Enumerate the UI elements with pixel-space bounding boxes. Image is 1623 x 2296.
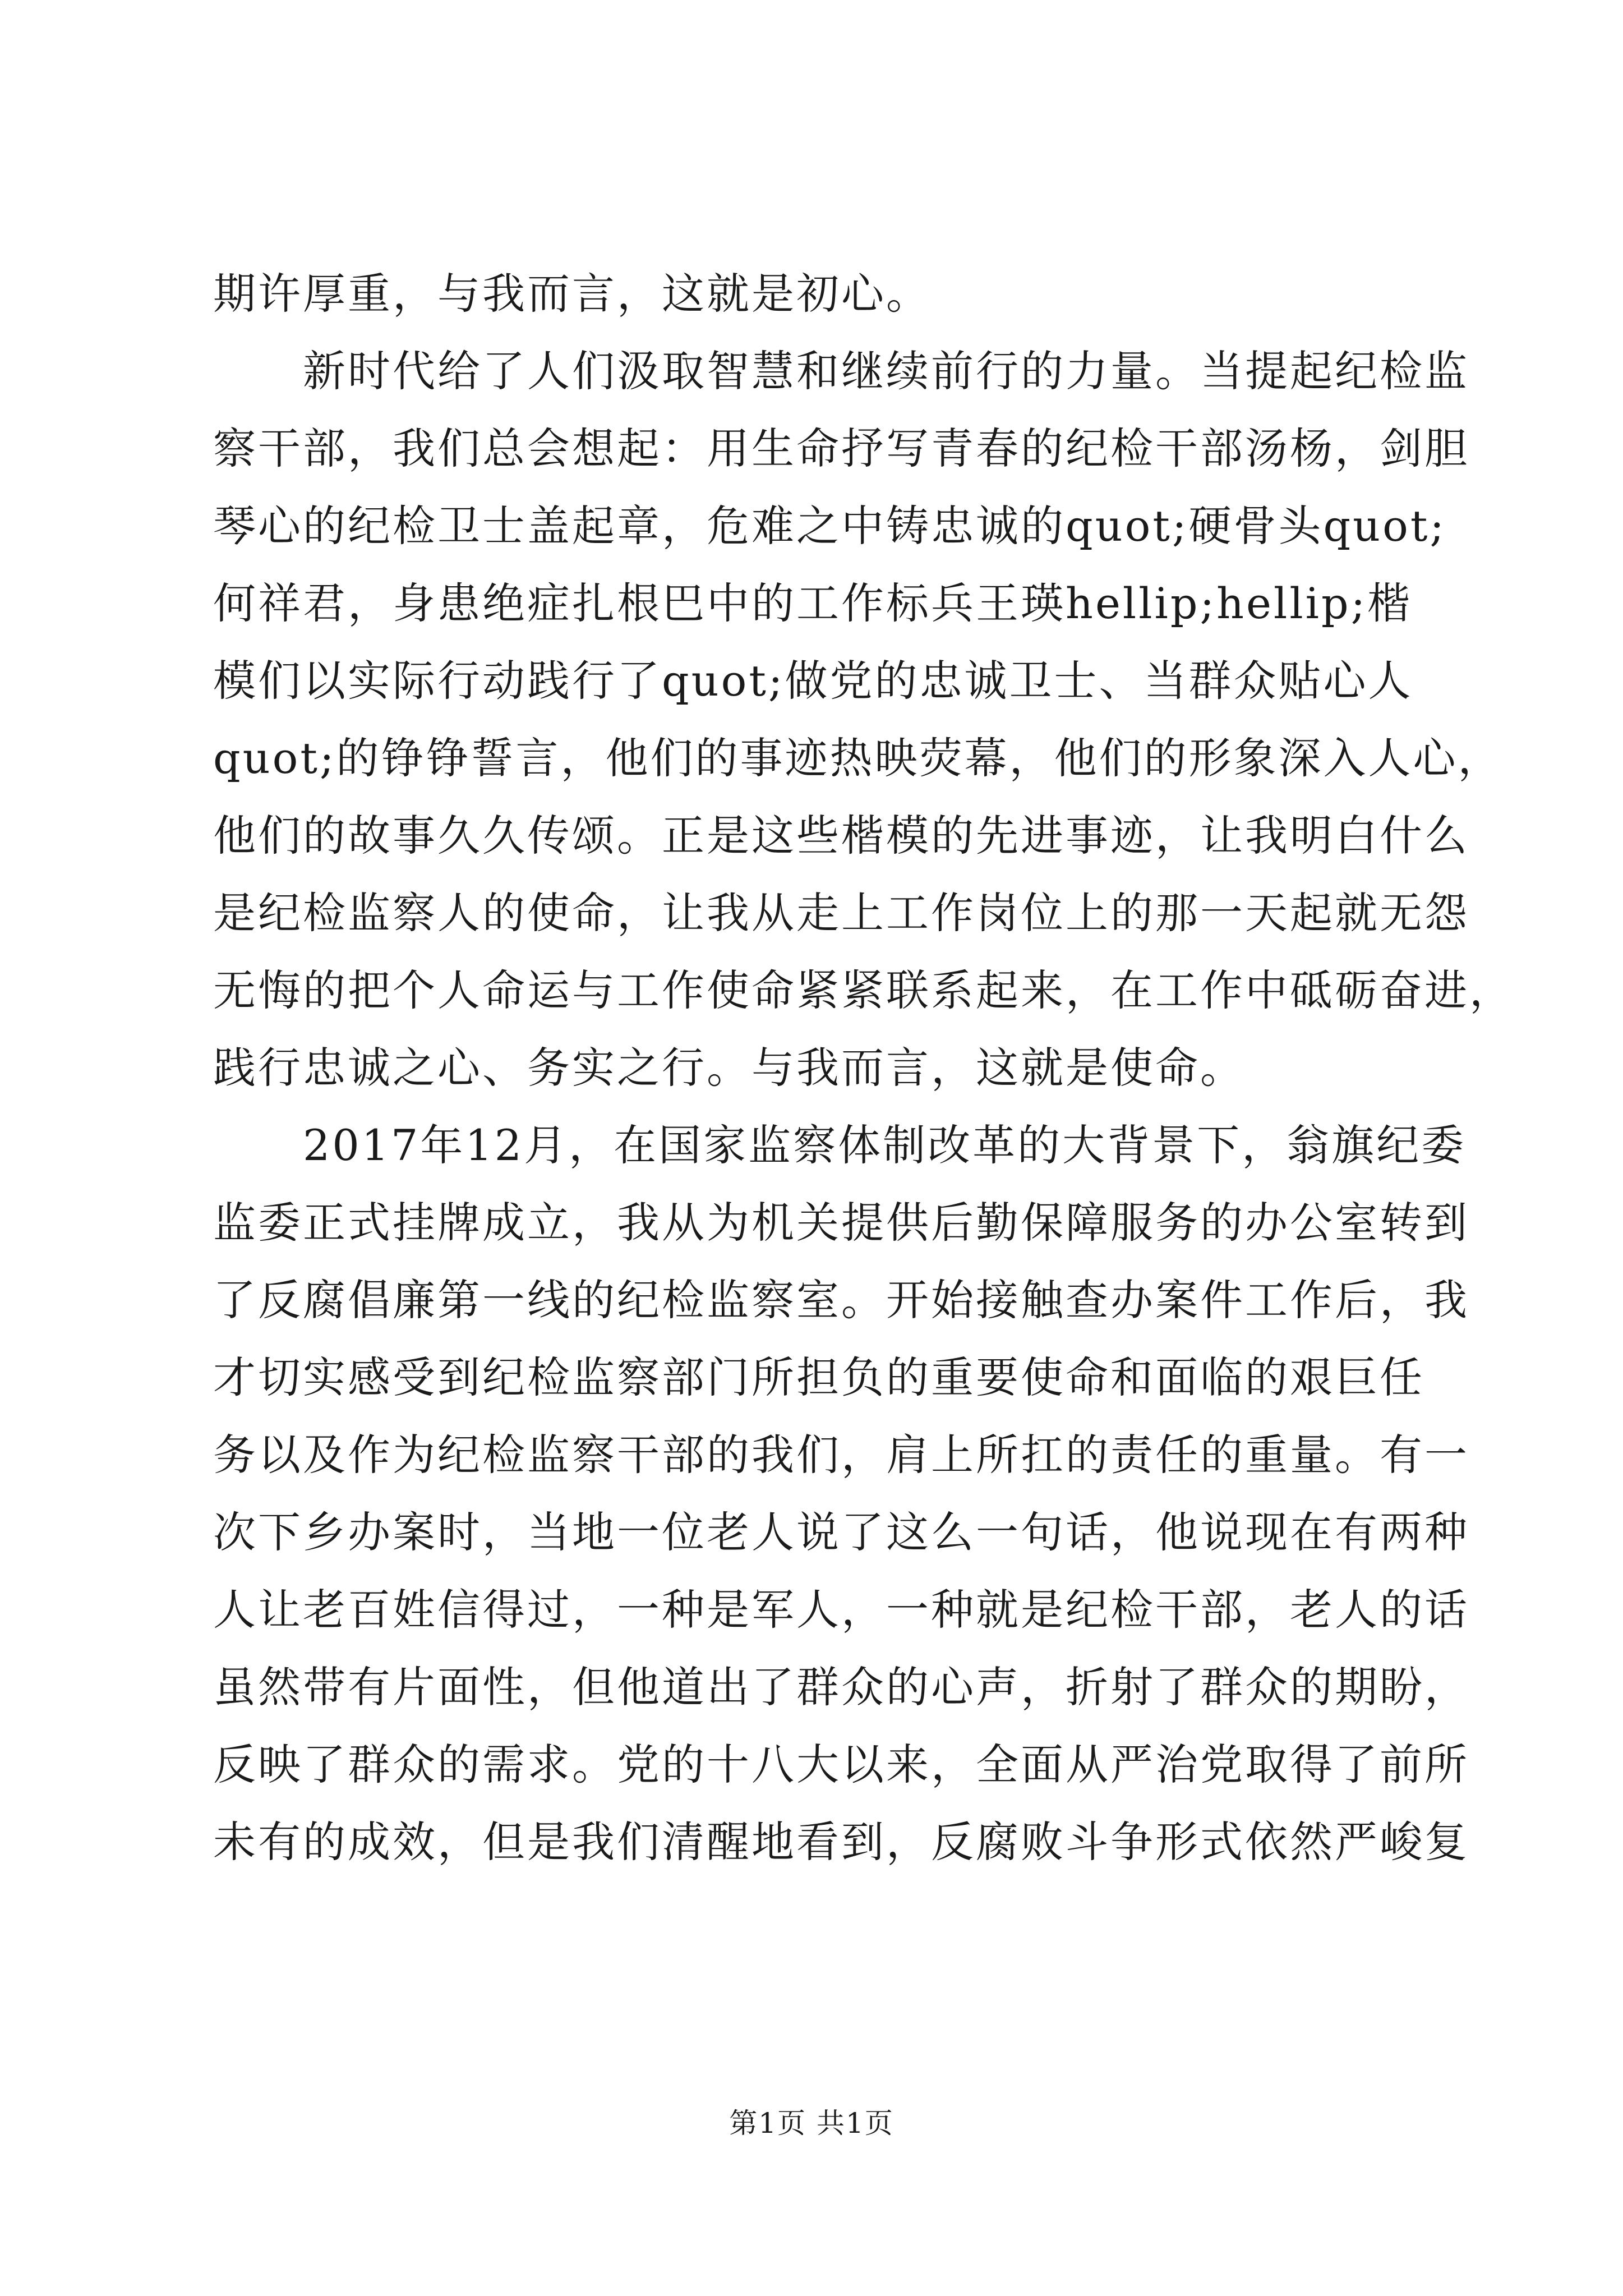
text-line: 琴心的纪检卫士盖起章，危难之中铸忠诚的quot;硬骨头quot; xyxy=(213,501,1446,551)
text-line: 无悔的把个人命运与工作使命紧紧联系起来，在工作中砥砺奋进， xyxy=(213,965,1514,1015)
text-line: 察干部，我们总会想起：用生命抒写青春的纪检干部汤杨，剑胆 xyxy=(213,424,1469,473)
text-line: 虽然带有片面性，但他道出了群众的心声，折射了群众的期盼， xyxy=(213,1662,1469,1712)
page-number-footer: 第1页 共1页 xyxy=(729,2107,894,2139)
text-line: 监委正式挂牌成立，我从为机关提供后勤保障服务的办公室转到 xyxy=(213,1198,1469,1248)
text-line: 未有的成效，但是我们清醒地看到，反腐败斗争形式依然严峻复 xyxy=(213,1817,1469,1867)
text-line: 践行忠诚之心、务实之行。与我而言，这就是使命。 xyxy=(213,1043,1245,1093)
text-line: 期许厚重，与我而言，这就是初心。 xyxy=(213,269,931,319)
text-line: 新时代给了人们汲取智慧和继续前行的力量。当提起纪检监 xyxy=(213,346,1469,396)
text-line: 模们以实际行动践行了quot;做党的忠诚卫士、当群众贴心人 xyxy=(213,656,1413,706)
text-line: quot;的铮铮誓言，他们的事迹热映荧幕，他们的形象深入人心， xyxy=(213,733,1503,783)
text-line: 次下乡办案时，当地一位老人说了这么一句话，他说现在有两种 xyxy=(213,1507,1469,1557)
body-text xyxy=(213,255,1514,1881)
text-line: 人让老百姓信得过，一种是军人，一种就是纪检干部，老人的话 xyxy=(213,1585,1469,1635)
text-line: 2017年12月，在国家监察体制改革的大背景下，翁旗纪委 xyxy=(213,1120,1467,1170)
text-line: 了反腐倡廉第一线的纪检监察室。开始接触查办案件工作后，我 xyxy=(213,1275,1469,1325)
text-line: 是纪检监察人的使命，让我从走上工作岗位上的那一天起就无怨 xyxy=(213,888,1469,938)
text-line: 务以及作为纪检监察干部的我们，肩上所扛的责任的重量。有一 xyxy=(213,1430,1469,1480)
text-line: 反映了群众的需求。党的十八大以来，全面从严治党取得了前所 xyxy=(213,1740,1469,1789)
text-line: 才切实感受到纪检监察部门所担负的重要使命和面临的艰巨任 xyxy=(213,1352,1424,1402)
text-line: 何祥君，身患绝症扎根巴中的工作标兵王瑛hellip;hellip;楷 xyxy=(213,578,1413,628)
text-line: 他们的故事久久传颂。正是这些楷模的先进事迹，让我明白什么 xyxy=(213,811,1469,861)
